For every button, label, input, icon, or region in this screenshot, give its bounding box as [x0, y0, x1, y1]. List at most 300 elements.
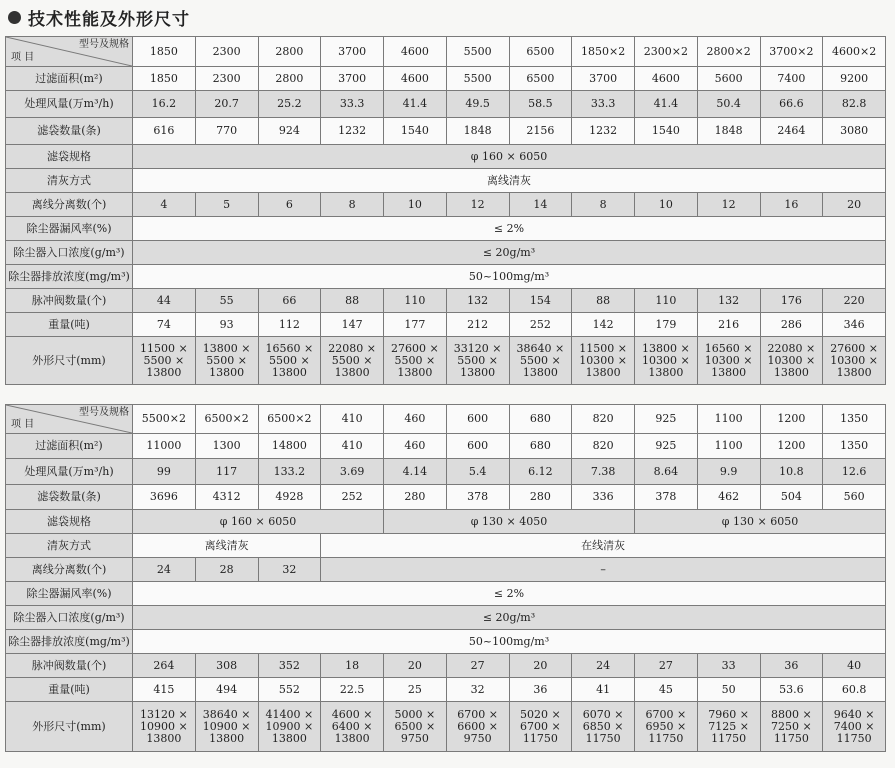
dimension-line: 13800 [648, 365, 684, 379]
table-cell: 20 [509, 654, 572, 678]
table-cell: 133.2 [258, 459, 321, 485]
table-row [6, 434, 886, 459]
table-cell: 10 [384, 193, 447, 217]
spec-table-2 [5, 404, 886, 752]
merged-cell: ≤ 20g/m³ [133, 241, 886, 265]
dimension-line: 5500 × [457, 353, 498, 367]
dimension-line: 5500 × [269, 353, 310, 367]
table-cell: 3.69 [321, 459, 384, 485]
row-label: 滤袋规格 [6, 510, 133, 534]
table-cell: 20.7 [195, 91, 258, 118]
model-header-cell: 6500 [509, 37, 572, 67]
table-cell: 40 [823, 654, 886, 678]
dimension-line: 8800 × [771, 707, 812, 721]
dimension-line: 13800 [271, 731, 307, 745]
dimension-line: 41400 × [265, 707, 314, 721]
table-cell: 25 [384, 678, 447, 702]
dimension-cell [635, 702, 698, 752]
table-cell: 1232 [572, 118, 635, 145]
dimension-cell [133, 337, 196, 385]
dimension-line: 5500 × [394, 353, 436, 367]
row-label: 除尘器漏风率(%) [6, 217, 133, 241]
table-cell: 9200 [823, 67, 886, 91]
table-row [6, 630, 886, 654]
table-row [6, 67, 886, 91]
merged-cell: 在线清灰 [321, 534, 886, 558]
dimension-line: 6850 × [582, 719, 624, 733]
table-cell: 4928 [258, 485, 321, 510]
table-cell: 5600 [697, 67, 760, 91]
row-label: 滤袋数量(条) [6, 485, 133, 510]
table-cell: 6500 [509, 67, 572, 91]
table-cell: 820 [572, 434, 635, 459]
model-header-cell: 410 [321, 405, 384, 434]
dimension-line: 13800 [334, 731, 370, 745]
dimension-line: 6700 × [520, 719, 561, 733]
model-header-cell: 2800 [258, 37, 321, 67]
merged-cell: 50~100mg/m³ [133, 630, 886, 654]
table-cell: 20 [384, 654, 447, 678]
merged-cell: φ 160 × 6050 [133, 510, 384, 534]
dimension-line: 6600 × [457, 719, 498, 733]
dimension-line: 5500 × [143, 353, 185, 367]
table-cell: 1232 [321, 118, 384, 145]
row-label: 清灰方式 [6, 534, 133, 558]
dimension-cell [258, 702, 321, 752]
dimension-line: 10300 × [767, 353, 816, 367]
table-row [6, 145, 886, 169]
dimension-line: 6950 × [645, 719, 687, 733]
corner-header-cell [6, 37, 133, 67]
model-header-cell: 1100 [697, 405, 760, 434]
row-label: 处理风量(万m³/h) [6, 459, 133, 485]
dimension-cell [760, 702, 823, 752]
table-cell: 346 [823, 313, 886, 337]
dimension-line: 10900 × [265, 719, 314, 733]
dimension-cell [509, 337, 572, 385]
table-cell: 14800 [258, 434, 321, 459]
table-cell: 53.6 [760, 678, 823, 702]
table-cell: 308 [195, 654, 258, 678]
table-cell: 16 [760, 193, 823, 217]
table-cell: 504 [760, 485, 823, 510]
corner-header-cell [6, 405, 133, 434]
corner-model-label: 型号及规格 [79, 407, 129, 418]
table-cell: 12.6 [823, 459, 886, 485]
row-label: 脉冲阀数量(个) [6, 289, 133, 313]
table-row [6, 558, 886, 582]
dimension-line: 13800 × [642, 341, 690, 355]
table-cell: 99 [133, 459, 196, 485]
table-cell: 132 [446, 289, 509, 313]
table-cell: 5.4 [446, 459, 509, 485]
table-row [6, 241, 886, 265]
table-cell: 25.2 [258, 91, 321, 118]
dimension-line: 13800 [397, 365, 433, 379]
row-label: 脉冲阀数量(个) [6, 654, 133, 678]
section-title: 技术性能及外形尺寸 [28, 9, 190, 30]
table-cell: 600 [446, 434, 509, 459]
row-label: 除尘器排放浓度(mg/m³) [6, 630, 133, 654]
dimension-line: 13800 [146, 731, 182, 745]
dimension-line: 27600 × [391, 341, 439, 355]
row-label: 除尘器入口浓度(g/m³) [6, 606, 133, 630]
row-label: 离线分离数(个) [6, 558, 133, 582]
row-label: 除尘器排放浓度(mg/m³) [6, 265, 133, 289]
model-header-cell: 6500×2 [258, 405, 321, 434]
row-label: 离线分离数(个) [6, 193, 133, 217]
table-cell: 9.9 [697, 459, 760, 485]
model-header-cell: 1850 [133, 37, 196, 67]
dimension-line: 11750 [773, 731, 809, 745]
table-cell: 28 [195, 558, 258, 582]
table-cell: 22.5 [321, 678, 384, 702]
bullet-icon [8, 11, 21, 24]
model-header-cell: 600 [446, 405, 509, 434]
table-row [6, 193, 886, 217]
table-cell: 378 [635, 485, 698, 510]
table-cell: 50.4 [697, 91, 760, 118]
table-cell: 132 [697, 289, 760, 313]
row-label: 外形尺寸(mm) [6, 702, 133, 752]
dimension-line: 22080 × [328, 341, 376, 355]
table-cell: 1350 [823, 434, 886, 459]
model-header-cell: 925 [635, 405, 698, 434]
model-header-cell: 820 [572, 405, 635, 434]
dimension-line: 6400 × [331, 719, 373, 733]
table-cell: 616 [133, 118, 196, 145]
corner-item-label: 项 目 [11, 52, 35, 63]
table-cell: 6.12 [509, 459, 572, 485]
table-cell: 494 [195, 678, 258, 702]
model-header-cell: 3700×2 [760, 37, 823, 67]
table-cell: 2156 [509, 118, 572, 145]
dimension-cell [195, 702, 258, 752]
table-cell: 924 [258, 118, 321, 145]
model-header-cell: 4600×2 [823, 37, 886, 67]
row-label: 过滤面积(m²) [6, 434, 133, 459]
row-label: 外形尺寸(mm) [6, 337, 133, 385]
table-row [6, 265, 886, 289]
dimension-line: 13800 [209, 731, 245, 745]
dimension-line: 13800 [334, 365, 370, 379]
corner-model-label: 型号及规格 [79, 39, 129, 50]
table-cell: 74 [133, 313, 196, 337]
table-cell: 280 [384, 485, 447, 510]
table-row [6, 118, 886, 145]
table-cell: 41 [572, 678, 635, 702]
model-header-cell: 6500×2 [195, 405, 258, 434]
table-cell: 3700 [321, 67, 384, 91]
table-cell: 8 [321, 193, 384, 217]
dimension-line: 33120 × [453, 341, 502, 355]
table-cell: 352 [258, 654, 321, 678]
dimension-line: 11500 × [140, 341, 188, 355]
model-header-cell: 2300 [195, 37, 258, 67]
table-cell: 36 [509, 678, 572, 702]
table-cell: 14 [509, 193, 572, 217]
table-cell: 41.4 [635, 91, 698, 118]
dimension-line: 7960 × [708, 707, 749, 721]
spec-table-1 [5, 36, 886, 385]
dimension-line: 13800 [711, 365, 747, 379]
table-cell: 36 [760, 654, 823, 678]
table-cell: 49.5 [446, 91, 509, 118]
model-header-cell: 5500 [446, 37, 509, 67]
table-row [6, 37, 886, 67]
table-row [6, 91, 886, 118]
dimension-line: 5000 × [394, 707, 436, 721]
dimension-cell [697, 702, 760, 752]
dimension-cell [384, 337, 447, 385]
table-cell: 378 [446, 485, 509, 510]
table-row [6, 510, 886, 534]
table-cell: 142 [572, 313, 635, 337]
dimension-line: 13800 [209, 365, 245, 379]
table-row [6, 485, 886, 510]
table-cell: 770 [195, 118, 258, 145]
dimension-line: 38640 × [516, 341, 565, 355]
dimension-cell [823, 337, 886, 385]
row-label: 过滤面积(m²) [6, 67, 133, 91]
dimension-cell [321, 337, 384, 385]
table-cell: 462 [697, 485, 760, 510]
table-cell: 11000 [133, 434, 196, 459]
model-header-cell: 1850×2 [572, 37, 635, 67]
table-cell: 32 [258, 558, 321, 582]
merged-cell: φ 160 × 6050 [133, 145, 886, 169]
table-cell: 220 [823, 289, 886, 313]
table-cell: 55 [195, 289, 258, 313]
model-header-cell: 1200 [760, 405, 823, 434]
dimension-cell [446, 702, 509, 752]
dimension-line: 13800 × [202, 341, 251, 355]
table-row [6, 405, 886, 434]
dimension-line: 9640 × [833, 707, 875, 721]
table-cell: 177 [384, 313, 447, 337]
model-header-cell: 460 [384, 405, 447, 434]
table-cell: 4.14 [384, 459, 447, 485]
table-cell: 280 [509, 485, 572, 510]
dimension-line: 11750 [711, 731, 747, 745]
dimension-cell [258, 337, 321, 385]
table-cell: 6 [258, 193, 321, 217]
dimension-cell [572, 337, 635, 385]
table-cell: 1848 [446, 118, 509, 145]
row-label: 滤袋数量(条) [6, 118, 133, 145]
table-cell: 7.38 [572, 459, 635, 485]
table-cell: 560 [823, 485, 886, 510]
merged-cell: 离线清灰 [133, 534, 321, 558]
dimension-line: 10300 × [642, 353, 690, 367]
table-cell: 3696 [133, 485, 196, 510]
row-label: 重量(吨) [6, 313, 133, 337]
table-cell: 27 [446, 654, 509, 678]
dimension-line: 10300 × [579, 353, 627, 367]
table-cell: 66.6 [760, 91, 823, 118]
merged-cell: φ 130 × 4050 [384, 510, 635, 534]
table-cell: 1200 [760, 434, 823, 459]
dimension-cell [195, 337, 258, 385]
table-cell: 7400 [760, 67, 823, 91]
table-cell: 5 [195, 193, 258, 217]
table-cell: 66 [258, 289, 321, 313]
merged-cell: ≤ 2% [133, 582, 886, 606]
dimension-cell [823, 702, 886, 752]
table-cell: 33.3 [572, 91, 635, 118]
table-row [6, 289, 886, 313]
table-cell: 112 [258, 313, 321, 337]
table-row [6, 313, 886, 337]
dimension-line: 6500 × [394, 719, 436, 733]
dimension-line: 7400 × [833, 719, 875, 733]
dimension-cell [384, 702, 447, 752]
dimension-line: 5020 × [520, 707, 561, 721]
dimension-cell [321, 702, 384, 752]
merged-cell: ≤ 20g/m³ [133, 606, 886, 630]
model-header-cell: 680 [509, 405, 572, 434]
dimension-line: 16560 × [265, 341, 314, 355]
dimension-cell [697, 337, 760, 385]
table-cell: 4600 [635, 67, 698, 91]
table-row [6, 459, 886, 485]
table-cell: 2464 [760, 118, 823, 145]
model-header-cell: 2800×2 [697, 37, 760, 67]
table-cell: 12 [446, 193, 509, 217]
dimension-line: 13120 × [140, 707, 188, 721]
table-row [6, 169, 886, 193]
dimension-line: 13800 [522, 365, 558, 379]
dimension-line: 9750 [463, 731, 492, 745]
table-cell: 212 [446, 313, 509, 337]
table-row [6, 337, 886, 385]
table-cell: 32 [446, 678, 509, 702]
dimension-cell [509, 702, 572, 752]
corner-item-label: 项 目 [11, 419, 35, 430]
table-cell: 50 [697, 678, 760, 702]
table-cell: 154 [509, 289, 572, 313]
dimension-line: 5500 × [331, 353, 373, 367]
section-header [8, 5, 190, 29]
table-cell: 8.64 [635, 459, 698, 485]
dimension-line: 16560 × [704, 341, 753, 355]
table-cell: 12 [697, 193, 760, 217]
table-cell: 88 [572, 289, 635, 313]
dimension-line: 11750 [585, 731, 621, 745]
dimension-line: 7250 × [771, 719, 812, 733]
row-label: 处理风量(万m³/h) [6, 91, 133, 118]
table-cell: 27 [635, 654, 698, 678]
table-cell: 58.5 [509, 91, 572, 118]
table-cell: 1300 [195, 434, 258, 459]
merged-cell: ≤ 2% [133, 217, 886, 241]
dimension-line: 13800 [271, 365, 307, 379]
table-cell: 4 [133, 193, 196, 217]
table-cell: 8 [572, 193, 635, 217]
dimension-line: 10300 × [830, 353, 878, 367]
table-cell: 176 [760, 289, 823, 313]
dimension-cell [635, 337, 698, 385]
table-cell: 110 [635, 289, 698, 313]
table-cell: 460 [384, 434, 447, 459]
dimension-line: 13800 [836, 365, 872, 379]
table-cell: 1848 [697, 118, 760, 145]
table-row [6, 702, 886, 752]
dimension-line: 11500 × [579, 341, 627, 355]
table-row [6, 606, 886, 630]
model-header-cell: 2300×2 [635, 37, 698, 67]
table-cell: 10 [635, 193, 698, 217]
dimension-line: 27600 × [830, 341, 878, 355]
table-cell: 336 [572, 485, 635, 510]
table-cell: 3700 [572, 67, 635, 91]
table-cell: 33.3 [321, 91, 384, 118]
row-label: 滤袋规格 [6, 145, 133, 169]
table-cell: 252 [321, 485, 384, 510]
table-cell: 415 [133, 678, 196, 702]
model-header-cell: 3700 [321, 37, 384, 67]
model-header-cell: 5500×2 [133, 405, 196, 434]
table-row [6, 654, 886, 678]
dimension-cell [446, 337, 509, 385]
table-cell: 410 [321, 434, 384, 459]
table-cell: 4600 [384, 67, 447, 91]
table-cell: 252 [509, 313, 572, 337]
dimension-line: 9750 [400, 731, 429, 745]
table-cell: 286 [760, 313, 823, 337]
table-row [6, 534, 886, 558]
dimension-line: 6700 × [457, 707, 498, 721]
row-label: 重量(吨) [6, 678, 133, 702]
table-cell: 1850 [133, 67, 196, 91]
dimension-line: 13800 [773, 365, 809, 379]
dimension-line: 10900 × [202, 719, 251, 733]
dimension-line: 13800 [585, 365, 621, 379]
table-cell: 45 [635, 678, 698, 702]
merged-cell: 离线清灰 [133, 169, 886, 193]
table-cell: 24 [133, 558, 196, 582]
table-cell: 16.2 [133, 91, 196, 118]
table-cell: 24 [572, 654, 635, 678]
table-cell: 33 [697, 654, 760, 678]
table-cell: 2300 [195, 67, 258, 91]
table-cell: 5500 [446, 67, 509, 91]
dimension-cell [572, 702, 635, 752]
row-label: 清灰方式 [6, 169, 133, 193]
dimension-line: 10300 × [704, 353, 753, 367]
table-cell: 93 [195, 313, 258, 337]
model-header-cell: 1350 [823, 405, 886, 434]
table-cell: 82.8 [823, 91, 886, 118]
table-cell: 18 [321, 654, 384, 678]
dimension-line: 5500 × [520, 353, 561, 367]
dimension-line: 38640 × [202, 707, 251, 721]
dimension-line: 13800 [146, 365, 182, 379]
dimension-cell [133, 702, 196, 752]
row-label: 除尘器漏风率(%) [6, 582, 133, 606]
table-cell: 10.8 [760, 459, 823, 485]
table-cell: 1540 [384, 118, 447, 145]
table-cell: 179 [635, 313, 698, 337]
table-row [6, 217, 886, 241]
dimension-line: 13800 [460, 365, 496, 379]
table-row [6, 582, 886, 606]
dimension-cell [760, 337, 823, 385]
table-cell: 216 [697, 313, 760, 337]
dimension-line: 11750 [648, 731, 684, 745]
table-cell: 110 [384, 289, 447, 313]
dimension-line: 22080 × [767, 341, 816, 355]
